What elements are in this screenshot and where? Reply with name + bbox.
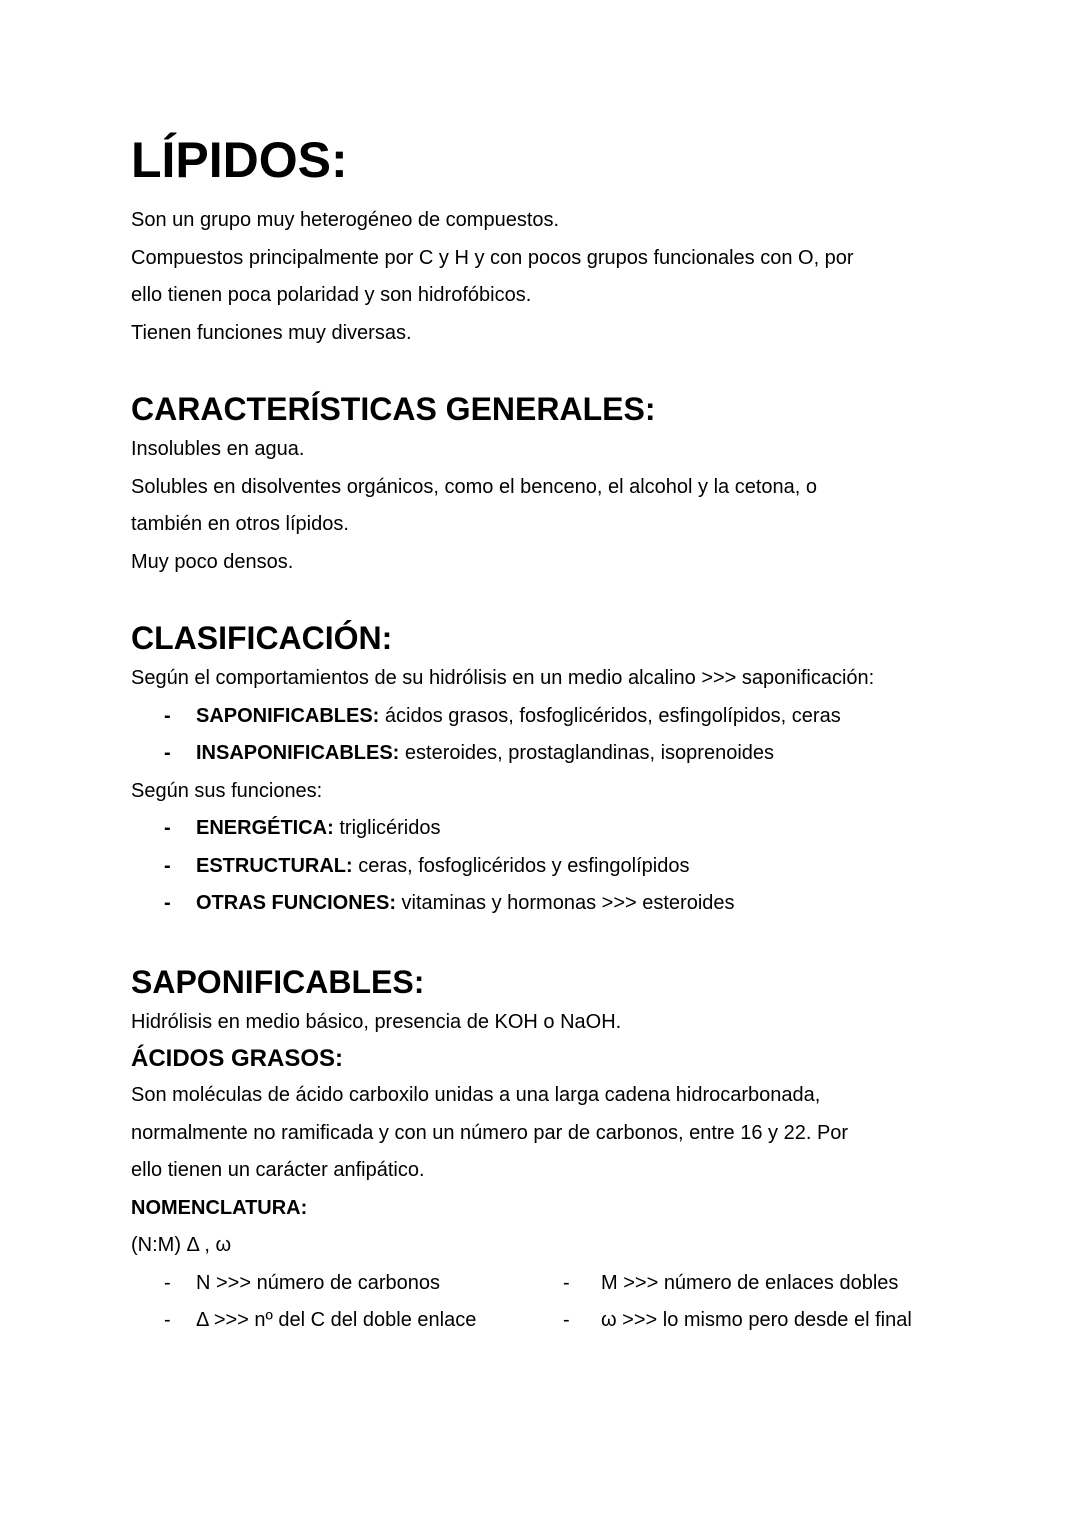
item-text: ceras, fosfoglicéridos y esfingolípidos [352,854,690,877]
item-text: triglicéridos [333,817,441,839]
dash-bullet: - [164,892,171,914]
legend-column-left [131,1265,563,1340]
document-content [131,128,1011,1340]
legend-text: N >>> número de carbonos [196,1271,441,1294]
dash-bullet: - [164,742,171,764]
legend-item [563,1265,993,1303]
list-item [131,698,1011,736]
item-text: vitaminas y hormonas >>> esteroides [396,892,735,914]
list-item [131,735,1011,773]
saponificables-section [131,960,1011,1340]
legend-text: Δ >>> nº del C del doble enlace [196,1309,477,1331]
page-title: LÍPIDOS: [131,132,348,188]
dash-bullet: - [563,1271,570,1294]
saponificacion-list [131,698,1011,773]
item-label: OTRAS FUNCIONES: [196,892,396,914]
acidos-line: Son moléculas de ácido carboxilo unidas a una larga cadena hidrocarbonada, [131,1084,821,1106]
legend-text: ω >>> lo mismo pero desde el final [601,1309,912,1331]
clasificacion-criterio: Según sus funciones: [131,779,323,802]
acidos-grasos-heading: ÁCIDOS GRASOS: [131,1045,344,1072]
legend-text: M >>> número de enlaces dobles [601,1271,899,1294]
list-item [131,810,1011,848]
caracteristicas-section [131,387,1011,581]
list-item [131,885,1011,923]
clasificacion-criterio: Según el comportamientos de su hidrólisis en un medio alcalino >>> saponificación: [131,667,875,689]
legend-column-right [563,1265,993,1340]
intro-line: ello tienen poca polaridad y son hidrofóbicos. [131,284,532,306]
legend-item [131,1302,563,1340]
caracteristicas-line: Muy poco densos. [131,550,294,573]
dash-bullet: - [563,1309,570,1331]
saponificables-line: Hidrólisis en medio básico, presencia de KOH o NaOH. [131,1010,622,1033]
legend-item [131,1265,563,1303]
caracteristicas-line: Insolubles en agua. [131,438,305,460]
caracteristicas-heading: CARACTERÍSTICAS GENERALES: [131,391,656,427]
item-text: ácidos grasos, fosfoglicéridos, esfingolípidos, ceras [379,704,841,727]
funciones-list [131,810,1011,923]
nomenclatura-formula: (N:M) Δ , ω [131,1234,232,1256]
nomenclatura-legend [131,1265,1011,1340]
item-label: ESTRUCTURAL: [196,854,353,877]
saponificables-heading: SAPONIFICABLES: [131,963,425,1000]
dash-bullet: - [164,817,171,839]
item-text: esteroides, prostaglandinas, isoprenoides [399,742,775,764]
clasificacion-heading: CLASIFICACIÓN: [131,620,393,656]
list-item [131,848,1011,886]
caracteristicas-line: Solubles en disolventes orgánicos, como el benceno, el alcohol y la cetona, o [131,475,817,498]
intro-section [131,202,1011,352]
dash-bullet: - [164,1309,171,1331]
intro-line: Compuestos principalmente por C y H y con pocos grupos funcionales con O, por [131,246,854,269]
dash-bullet: - [164,1271,171,1294]
dash-bullet: - [164,854,171,877]
clasificacion-section [131,616,1011,923]
dash-bullet: - [164,704,171,727]
acidos-line: ello tienen un carácter anfipático. [131,1159,425,1181]
legend-item [563,1302,993,1340]
item-label: SAPONIFICABLES: [196,704,380,727]
item-label: ENERGÉTICA: [196,817,334,839]
item-label: INSAPONIFICABLES: [196,742,400,764]
intro-line: Tienen funciones muy diversas. [131,321,412,344]
caracteristicas-line: también en otros lípidos. [131,513,349,535]
intro-line: Son un grupo muy heterogéneo de compuestos. [131,209,560,231]
nomenclatura-heading: NOMENCLATURA: [131,1196,308,1219]
acidos-line: normalmente no ramificada y con un número par de carbonos, entre 16 y 22. Por [131,1121,849,1144]
